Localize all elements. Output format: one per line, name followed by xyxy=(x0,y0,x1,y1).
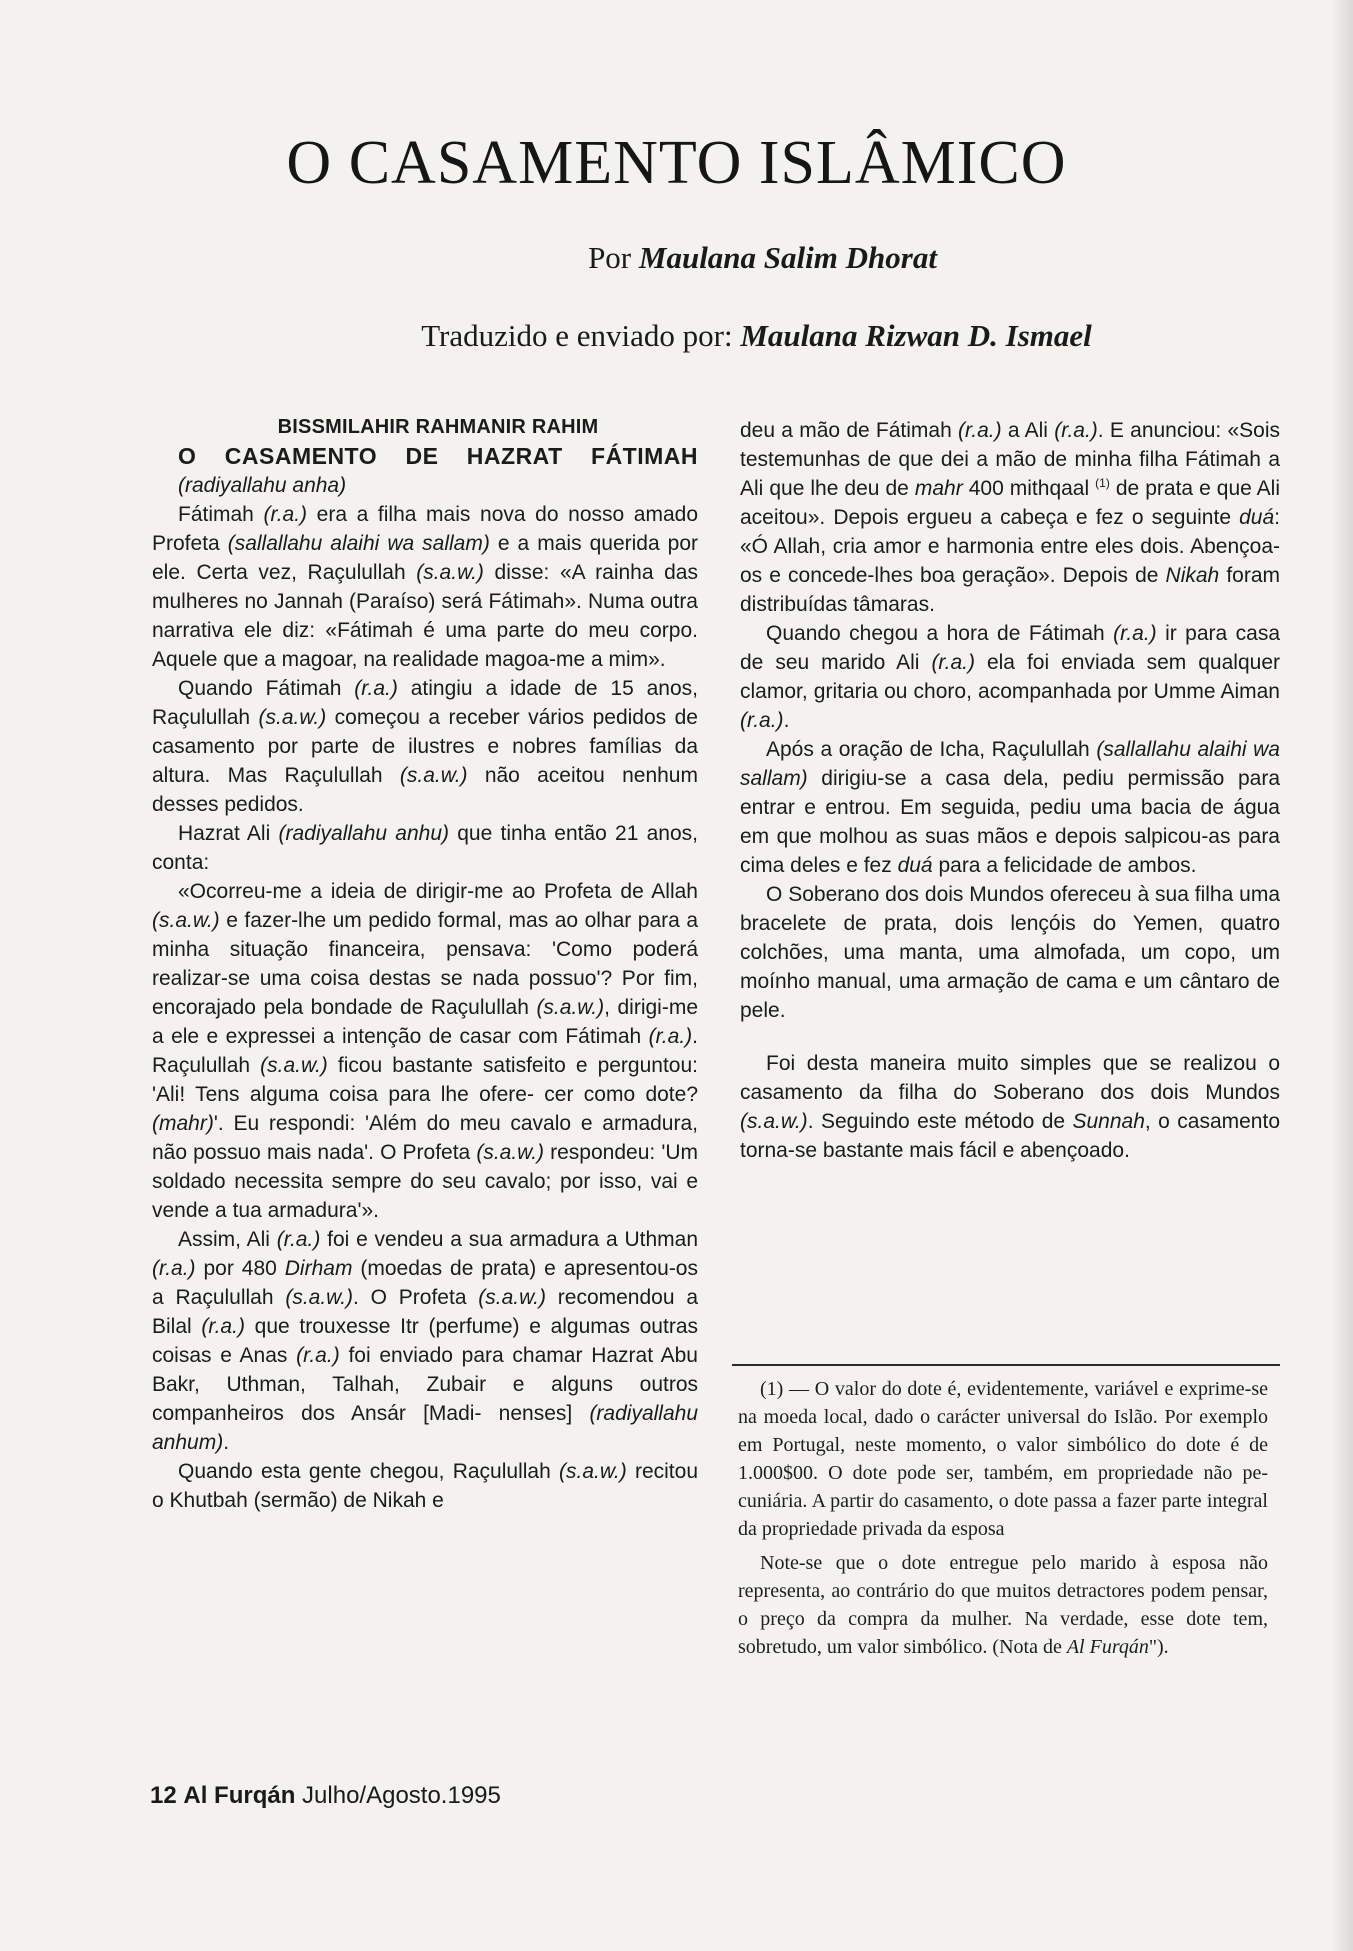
left-column xyxy=(152,413,698,1515)
page-footer xyxy=(150,1782,501,1810)
paragraph: «Ocorreu-me a ideia de dirigir-me ao Profeta de Allah (s.a.w.) e fazer-lhe um pedido formal, mas ao olhar para a minha situação financeira, pensava: 'Como poderá realizar-se uma coisa destas se nada possuo'? Por fim, encorajado pela bondade de Raçulullah (s.a.w.), dirigi-me a ele e expressei a intenção de casar com Fátimah (r.a.). Raçulullah (s.a.w.) ficou bastante satisfeito e perguntou: 'Ali! Tens alguma coisa para lhe ofere- cer como dote? (mahr)'. Eu respondi: 'Além do meu cavalo e armadura, não possuo mais nada'. O Profeta (s.a.w.) respondeu: 'Um soldado necessita sempre do seu cavalo; por isso, vai e vende a tua armadura'». xyxy=(152,880,699,1222)
translator-prefix: Traduzido e enviado por: xyxy=(421,318,733,353)
issue-date: Julho/Agosto.1995 xyxy=(302,1782,501,1809)
paragraph: Quando chegou a hora de Fátimah (r.a.) ir para casa de seu marido Ali (r.a.) ela foi enviada sem qualquer clamor, gritaria ou choro, acompanhada por Umme Aiman (r.a.). xyxy=(740,622,1280,732)
footnote xyxy=(738,1375,1268,1667)
footnote-text: Note-se que o dote entregue pelo marido à esposa não representa, ao contrário do que muitos detractores podem pensar, o preço da compra da mulher. Na verdade, esse dote tem, sobretudo, um valor simbólico. (Nota de Al Furqán"). xyxy=(738,1552,1268,1658)
paragraph: deu a mão de Fátimah (r.a.) a Ali (r.a.). E anunciou: «Sois testemunhas de que dei a mão de minha filha Fátimah a Ali que lhe deu de mahr 400 mithqaal $^{(1)}$ de prata e que Ali aceitou». Depois ergueu a cabeça e fez o seguinte duá: «Ó Allah, cria amor e harmonia entre eles dois. Abençoa-os e concede-lhes boa geração». Depois de Nikah foram distribuídas tâmaras. xyxy=(740,419,1281,616)
subsection-heading-note: (radiyallahu anha) xyxy=(178,474,347,497)
paragraph: Foi desta maneira muito simples que se realizou o casamento da filha do Soberano dos dois Mundos (s.a.w.). Seguindo este método de Sunnah, o casamento torna-se bastante mais fácil e abençoado. xyxy=(740,1052,1280,1162)
paragraph: Hazrat Ali (radiyallahu anhu) que tinha então 21 anos, conta: xyxy=(152,822,699,874)
footnote-divider xyxy=(732,1364,1280,1366)
author-name: Maulana Salim Dhorat xyxy=(638,240,937,275)
author-byline xyxy=(86,240,1353,276)
footnote-text: (1) — O valor do dote é, evidentemente, variável e exprime-se na moeda local, dado o carácter universal do Islão. Por exemplo em Portugal, neste momento, o valor simbólico do dote é de 1.000$00. O dote pode ser, também, em propriedade não pecuniária. A partir do casamento, o dote passa a fazer parte integral da propriedade privada da esposa xyxy=(738,1378,1268,1540)
paragraph: Após a oração de Icha, Raçulullah (sallallahu alaihi wa sallam) dirigiu-se a casa dela, pediu permissão para entrar e entrou. Em seguida, pediu uma bacia de água em que molhou as suas mãos e depois salpicou-as para cima deles e fez duá para a felicidade de ambos. xyxy=(740,738,1280,877)
paragraph: Quando esta gente chegou, Raçulullah (s.a.w.) recitou o Khutbah (sermão) de Nikah e xyxy=(152,1460,699,1512)
section-heading: BISSMILAHIR RAHMANIR RAHIM xyxy=(277,416,599,438)
translator-name: Maulana Rizwan D. Ismael xyxy=(740,318,1092,353)
right-column xyxy=(740,416,1280,1165)
paragraph: Quando Fátimah (r.a.) atingiu a idade de 15 anos, Raçulullah (s.a.w.) começou a receber vários pedidos de casamento por parte de ilustres e nobres famílias da altura. Mas Raçulullah (s.a.w.) não aceitou nenhum desses pedidos. xyxy=(152,677,698,816)
article-title: O CASAMENTO ISLÂMICO xyxy=(286,129,1067,197)
footnote-marker: (1) xyxy=(1095,476,1110,490)
translator-byline xyxy=(80,318,1353,354)
byline-prefix: Por xyxy=(588,240,632,275)
subsection-heading: O CASAMENTO DE HAZRAT FÁTIMAH xyxy=(178,443,698,469)
paragraph: Assim, Ali (r.a.) foi e vendeu a sua armadura a Uthman (r.a.) por 480 Dirham (moedas de prata) e apresentou-os a Raçulullah (s.a.w.). O Profeta (s.a.w.) recomendou a Bilal (r.a.) que trouxesse Itr (perfume) e algumas outras coisas e Anas (r.a.) foi enviado para chamar Hazrat Abu Bakr, Uthman, Talhah, Zubair e alguns outros companheiros dos Ansár [Madi- nenses] (radiyallahu anhum). xyxy=(152,1228,698,1454)
paragraph: Fátimah (r.a.) era a filha mais nova do nosso amado Profeta (sallallahu alaihi wa sallam) e a mais querida por ele. Certa vez, Raçulullah (s.a.w.) disse: «A rainha das mulheres no Jannah (Paraíso) será Fátimah». Numa outra narrativa ele diz: «Fátimah é uma parte do meu corpo. Aquele que a magoar, na realidade magoa-me a mim». xyxy=(152,503,699,671)
page-number: 12 xyxy=(150,1782,177,1809)
paragraph: O Soberano dos dois Mundos ofereceu à sua filha uma bracelete de prata, dois lençóis do Yemen, quatro colchões, uma manta, uma almofada, um copo, um moínho manual, uma armação de cama e um cântaro de pele. xyxy=(740,883,1280,1022)
page-edge-shadow xyxy=(1331,0,1353,1951)
magazine-name: Al Furqán xyxy=(183,1782,296,1809)
